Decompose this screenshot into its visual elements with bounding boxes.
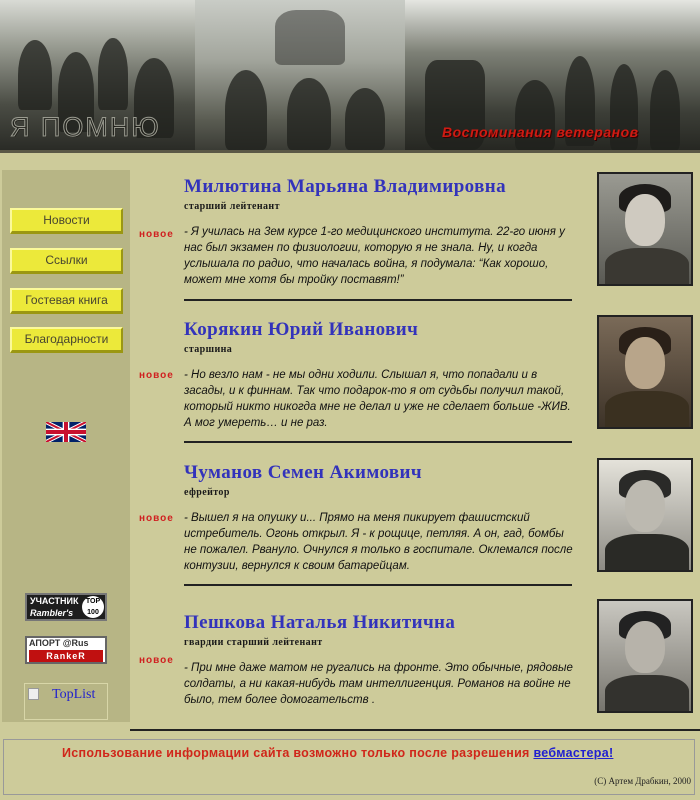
sidebar [2, 170, 130, 722]
broken-image-icon [28, 688, 39, 700]
banner-photo-tank-crew [195, 0, 405, 150]
veteran-entry [130, 462, 700, 592]
site-subtitle: Воспоминания ветеранов [442, 124, 639, 140]
veteran-name-link[interactable]: Чуманов Семен Акимович [184, 462, 423, 483]
rambler-counter-line2: Rambler's [30, 608, 74, 618]
uk-flag-icon[interactable] [46, 422, 86, 442]
toplist-counter[interactable] [24, 683, 108, 720]
new-badge: новое [139, 655, 174, 666]
new-badge: новое [139, 370, 174, 381]
veteran-quote: - Вышел я на опушку и... Прямо на меня пикирует фашистский истребитель. Огонь открыл. Я - к рощице, петляя. А он, гад, бомбы не пожалел. Рвануло. Очнулся я только в госпитале. Оклемался после контузии, вернулся к своим батарейцам. [184, 512, 573, 572]
footer-divider [130, 729, 700, 731]
aport-ranker-counter[interactable] [25, 636, 107, 664]
veteran-rank: старшина [184, 344, 233, 355]
new-badge: новое [139, 229, 174, 240]
veteran-entry [130, 612, 700, 722]
veteran-name-link[interactable]: Милютина Марьяна Владимировна [184, 176, 506, 197]
nav-button-thanks[interactable]: Благодарности [10, 327, 123, 353]
new-badge: новое [139, 513, 174, 524]
entry-divider [184, 584, 572, 586]
veteran-photo[interactable] [597, 599, 693, 713]
header-banner [0, 0, 700, 153]
rambler-counter-line1: УЧАСТНИК [30, 596, 79, 606]
veteran-rank: ефрейтор [184, 487, 230, 498]
veteran-rank: гвардии старший лейтенант [184, 637, 323, 648]
entry-divider [184, 441, 572, 443]
veteran-name-link[interactable]: Корякин Юрий Иванович [184, 319, 419, 340]
veteran-quote: - Я училась на 3ем курсе 1-го медицинского института. 22-го июня у нас был экзамен по физиологии, которую я не знала. Ну, и когда услышала по радио, что началась война, я подумала: “Как хорошо, может мне хотя бы тройку поставят!” [184, 226, 565, 286]
veteran-name-link[interactable]: Пешкова Наталья Никитична [184, 612, 456, 633]
webmaster-link[interactable]: вебмастера! [533, 746, 614, 760]
aport-counter-line2: RankeR [29, 650, 103, 662]
usage-notice-text: Использование информации сайта возможно только после разрешения [62, 746, 530, 760]
nav-button-news[interactable]: Новости [10, 208, 123, 234]
veteran-entry [130, 176, 700, 306]
usage-notice [62, 746, 613, 760]
nav-button-guestbook[interactable]: Гостевая книга [10, 288, 123, 314]
toplist-label: TopList [52, 687, 96, 702]
entry-divider [184, 299, 572, 301]
footer [3, 739, 695, 795]
copyright: (C) Артем Драбкин, 2000 [594, 776, 691, 786]
veteran-rank: старший лейтенант [184, 201, 280, 212]
veteran-entry [130, 319, 700, 449]
veteran-quote: - При мне даже матом не ругались на фронте. Это обычные, рядовые солдаты, а ни какая-нибудь там интеллигенция. Романов на войне не было, тем более домогательств . [184, 662, 573, 706]
veteran-photo[interactable] [597, 458, 693, 572]
site-logo[interactable]: Я ПОМНЮ [10, 112, 161, 142]
aport-counter-line1: АПОРТ @Rus [29, 638, 89, 648]
veteran-photo[interactable] [597, 315, 693, 429]
rambler-top100-counter[interactable] [25, 593, 107, 621]
veteran-quote: - Но везло нам - не мы одни ходили. Слышал я, что попадали и в засады, и к финнам. Так что подарок-то я от судьбы получил такой, который никто никогда мне не делал и уже не сделает больше -ЖИВ. А мог умереть… и не раз. [184, 369, 571, 429]
nav-button-links[interactable]: Ссылки [10, 248, 123, 274]
rambler-top100-badge: TOP 100 [82, 596, 104, 618]
veteran-photo[interactable] [597, 172, 693, 286]
